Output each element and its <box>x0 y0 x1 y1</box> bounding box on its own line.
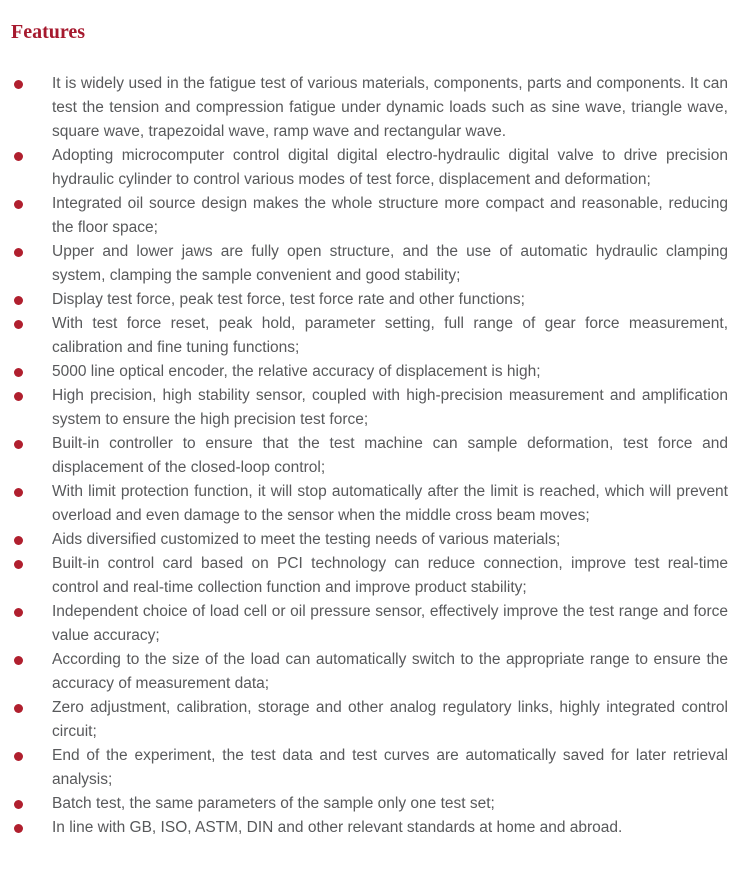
feature-text: Integrated oil source design makes the whole structure more compact and reasonable, reducing the floor space; <box>52 195 728 236</box>
list-item <box>0 312 750 360</box>
feature-text: With test force reset, peak hold, parameter setting, full range of gear force measurement, calibration and fine tuning functions; <box>52 315 728 356</box>
list-item <box>0 192 750 240</box>
bullet-icon <box>14 200 23 209</box>
bullet-icon <box>14 752 23 761</box>
feature-text: In line with GB, ISO, ASTM, DIN and other relevant standards at home and abroad. <box>52 819 623 836</box>
feature-text: It is widely used in the fatigue test of various materials, components, parts and components. It can test the tension and compression fatigue under dynamic loads such as sine wave, triangle wave, square wave, trapezoidal wave, ramp wave and rectangular wave. <box>52 75 728 140</box>
bullet-icon <box>14 368 23 377</box>
list-item <box>0 384 750 432</box>
list-item <box>0 528 750 552</box>
list-item <box>0 360 750 384</box>
feature-text: Adopting microcomputer control digital digital electro-hydraulic digital valve to drive precision hydraulic cylinder to control various modes of test force, displacement and deformation; <box>52 147 728 188</box>
list-item <box>0 288 750 312</box>
feature-text: Display test force, peak test force, test force rate and other functions; <box>52 291 525 308</box>
feature-text: High precision, high stability sensor, coupled with high-precision measurement and amplification system to ensure the high precision test force; <box>52 387 728 428</box>
feature-text: Aids diversified customized to meet the testing needs of various materials; <box>52 531 561 548</box>
bullet-icon <box>14 608 23 617</box>
feature-text: Built-in controller to ensure that the test machine can sample deformation, test force and displacement of the closed-loop control; <box>52 435 728 476</box>
bullet-icon <box>14 488 23 497</box>
list-item <box>0 696 750 744</box>
bullet-icon <box>14 296 23 305</box>
bullet-icon <box>14 704 23 713</box>
list-item <box>0 552 750 600</box>
feature-text: With limit protection function, it will stop automatically after the limit is reached, which will prevent overload and even damage to the sensor when the middle cross beam moves; <box>52 483 728 524</box>
bullet-icon <box>14 440 23 449</box>
list-item <box>0 816 750 840</box>
feature-text: Batch test, the same parameters of the sample only one test set; <box>52 795 495 812</box>
list-item <box>0 480 750 528</box>
bullet-icon <box>14 800 23 809</box>
bullet-icon <box>14 320 23 329</box>
feature-list <box>0 43 750 840</box>
list-item <box>0 792 750 816</box>
list-item <box>0 144 750 192</box>
bullet-icon <box>14 80 23 89</box>
list-item <box>0 432 750 480</box>
feature-text: Independent choice of load cell or oil pressure sensor, effectively improve the test range and force value accuracy; <box>52 603 728 644</box>
page-title: Features <box>11 21 86 43</box>
list-item <box>0 648 750 696</box>
list-item <box>0 600 750 648</box>
feature-text: Built-in control card based on PCI technology can reduce connection, improve test real-time control and real-time collection function and improve product stability; <box>52 555 728 596</box>
list-item <box>0 744 750 792</box>
bullet-icon <box>14 248 23 257</box>
bullet-icon <box>14 560 23 569</box>
feature-text: According to the size of the load can automatically switch to the appropriate range to ensure the accuracy of measurement data; <box>52 651 728 692</box>
list-item <box>0 240 750 288</box>
bullet-icon <box>14 824 23 833</box>
feature-text: Zero adjustment, calibration, storage and other analog regulatory links, highly integrated control circuit; <box>52 699 728 740</box>
bullet-icon <box>14 656 23 665</box>
bullet-icon <box>14 392 23 401</box>
bullet-icon <box>14 152 23 161</box>
bullet-icon <box>14 536 23 545</box>
feature-text: Upper and lower jaws are fully open structure, and the use of automatic hydraulic clamping system, clamping the sample convenient and good stability; <box>52 243 728 284</box>
list-item <box>0 72 750 144</box>
feature-text: 5000 line optical encoder, the relative accuracy of displacement is high; <box>52 363 541 380</box>
feature-text: End of the experiment, the test data and test curves are automatically saved for later retrieval analysis; <box>52 747 728 788</box>
